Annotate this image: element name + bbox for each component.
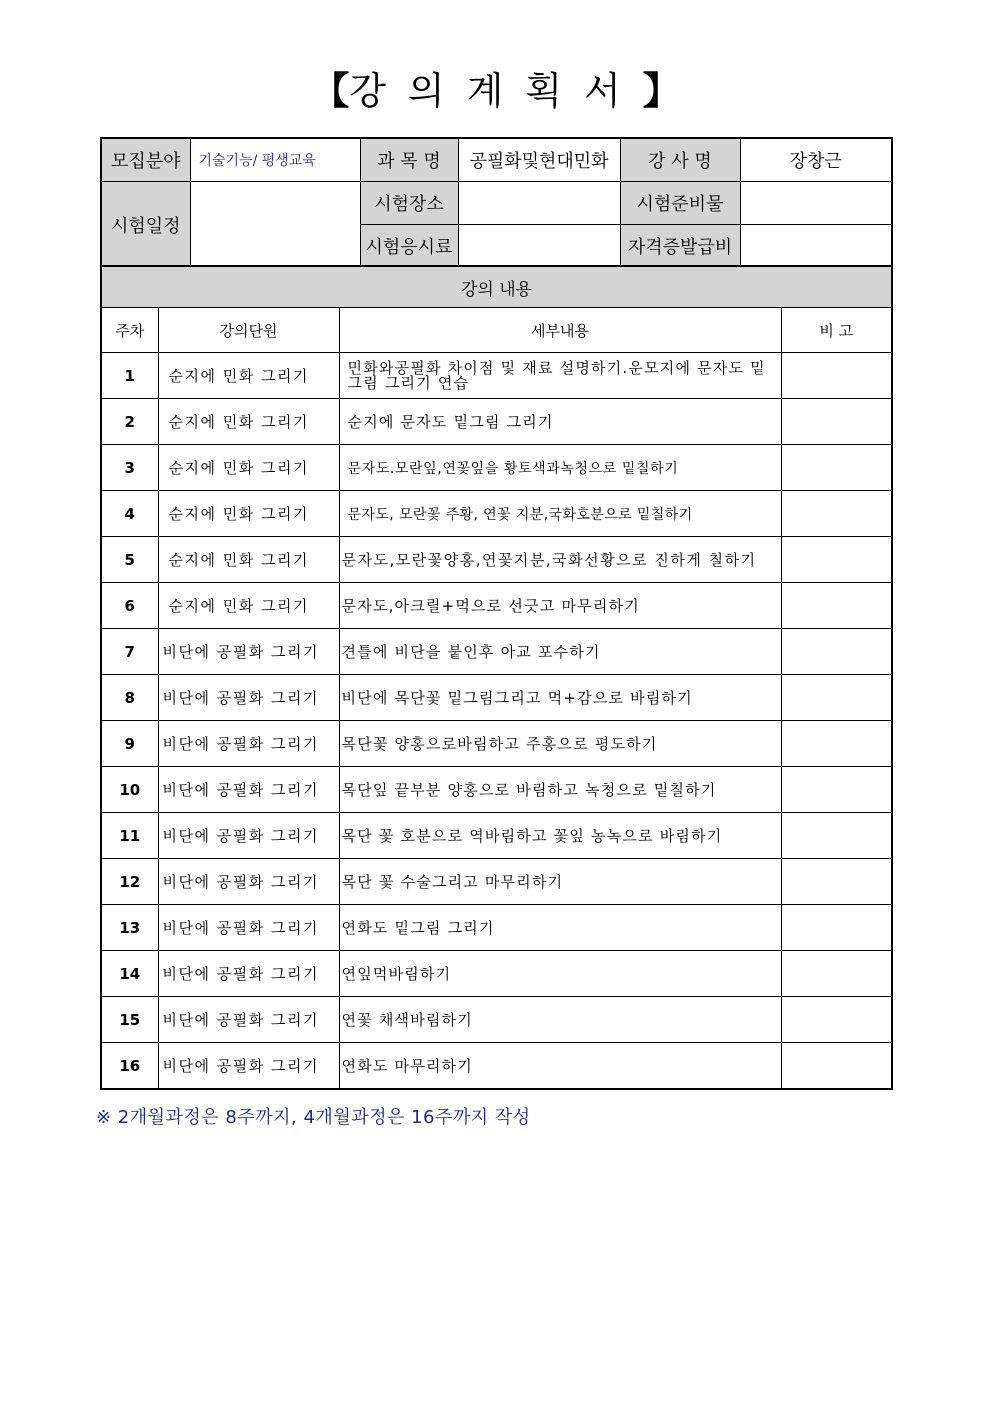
cert-fee-value[interactable]: [740, 225, 892, 269]
week-cell: 15: [101, 997, 158, 1043]
table-row: [101, 905, 892, 951]
unit-cell[interactable]: 순지에 민화 그리기: [158, 399, 339, 445]
remark-cell[interactable]: [781, 859, 892, 905]
detail-cell[interactable]: 목단 꽃 호분으로 역바림하고 꽃잎 농녹으로 바림하기: [339, 813, 781, 859]
week-cell: 1: [101, 353, 158, 399]
remark-cell[interactable]: [781, 537, 892, 583]
unit-cell[interactable]: 순지에 민화 그리기: [158, 445, 339, 491]
detail-cell[interactable]: 목단잎 끝부분 양홍으로 바림하고 녹청으로 밑칠하기: [339, 767, 781, 813]
detail-cell[interactable]: 민화와공필화 차이점 및 재료 설명하기.운모지에 문자도 밑그림 그리기 연습: [339, 353, 781, 399]
page-title: [0, 66, 992, 116]
remark-cell[interactable]: [781, 399, 892, 445]
col-week-header: 주차: [101, 308, 158, 353]
unit-cell[interactable]: 비단에 공필화 그리기: [158, 905, 339, 951]
week-cell: 4: [101, 491, 158, 537]
remark-cell[interactable]: [781, 905, 892, 951]
instructor-label: 강 사 명: [620, 138, 740, 182]
detail-cell[interactable]: 연꽃 채색바림하기: [339, 997, 781, 1043]
footnote: ※ 2개월과정은 8주까지, 4개월과정은 16주까지 작성: [96, 1107, 531, 1128]
col-detail-header: 세부내용: [339, 308, 781, 353]
col-remark-header: 비 고: [781, 308, 892, 353]
table-row: [101, 813, 892, 859]
week-cell: 9: [101, 721, 158, 767]
table-row: [101, 629, 892, 675]
detail-cell[interactable]: 문자도,아크릴+먹으로 선긋고 마무리하기: [339, 583, 781, 629]
unit-cell[interactable]: 비단에 공필화 그리기: [158, 767, 339, 813]
exam-place-value[interactable]: [458, 182, 620, 225]
unit-cell[interactable]: 순지에 민화 그리기: [158, 353, 339, 399]
table-row: [101, 675, 892, 721]
week-cell: 13: [101, 905, 158, 951]
exam-place-label: 시험장소: [360, 182, 458, 225]
detail-cell[interactable]: 연화도 마무리하기: [339, 1043, 781, 1090]
detail-cell[interactable]: 문자도,모란꽃양홍,연꽃지분,국화선황으로 진하게 칠하기: [339, 537, 781, 583]
unit-cell[interactable]: 비단에 공필화 그리기: [158, 629, 339, 675]
table-row: [101, 997, 892, 1043]
week-cell: 11: [101, 813, 158, 859]
title-text: 강의계획서: [349, 69, 643, 113]
remark-cell[interactable]: [781, 951, 892, 997]
table-row: [101, 951, 892, 997]
table-row: [101, 721, 892, 767]
detail-cell[interactable]: 연화도 밑그림 그리기: [339, 905, 781, 951]
table-row: [101, 491, 892, 537]
unit-cell[interactable]: 비단에 공필화 그리기: [158, 675, 339, 721]
exam-fee-label: 시험응시료: [360, 225, 458, 269]
title-close-bracket: 】: [642, 69, 681, 113]
week-cell: 7: [101, 629, 158, 675]
week-cell: 16: [101, 1043, 158, 1090]
unit-cell[interactable]: 비단에 공필화 그리기: [158, 951, 339, 997]
week-cell: 8: [101, 675, 158, 721]
title-open-bracket: 【: [311, 69, 350, 113]
week-cell: 3: [101, 445, 158, 491]
week-cell: 5: [101, 537, 158, 583]
exam-fee-value[interactable]: [458, 225, 620, 269]
remark-cell[interactable]: [781, 445, 892, 491]
exam-materials-label: 시험준비물: [620, 182, 740, 225]
lecture-plan-table: [100, 265, 893, 1090]
field-value[interactable]: 기술기능/ 평생교육: [190, 138, 360, 182]
unit-cell[interactable]: 비단에 공필화 그리기: [158, 859, 339, 905]
week-cell: 2: [101, 399, 158, 445]
table-row: [101, 353, 892, 399]
section-title: 강의 내용: [101, 266, 892, 308]
instructor-value[interactable]: 장창근: [740, 138, 892, 182]
remark-cell[interactable]: [781, 629, 892, 675]
course-value[interactable]: 공필화및현대민화: [458, 138, 620, 182]
field-label: 모집분야: [101, 138, 190, 182]
table-row: [101, 859, 892, 905]
remark-cell[interactable]: [781, 353, 892, 399]
table-row: [101, 583, 892, 629]
detail-cell[interactable]: 문자도.모란잎,연꽃잎을 황토색과녹청으로 밑칠하기: [339, 445, 781, 491]
remark-cell[interactable]: [781, 583, 892, 629]
cert-fee-label: 자격증발급비: [620, 225, 740, 269]
remark-cell[interactable]: [781, 813, 892, 859]
unit-cell[interactable]: 비단에 공필화 그리기: [158, 997, 339, 1043]
remark-cell[interactable]: [781, 1043, 892, 1090]
unit-cell[interactable]: 순지에 민화 그리기: [158, 537, 339, 583]
plan-rows: [101, 353, 892, 1090]
remark-cell[interactable]: [781, 721, 892, 767]
remark-cell[interactable]: [781, 767, 892, 813]
week-cell: 6: [101, 583, 158, 629]
week-cell: 12: [101, 859, 158, 905]
remark-cell[interactable]: [781, 491, 892, 537]
table-row: [101, 537, 892, 583]
unit-cell[interactable]: 비단에 공필화 그리기: [158, 1043, 339, 1090]
unit-cell[interactable]: 순지에 민화 그리기: [158, 583, 339, 629]
exam-materials-value[interactable]: [740, 182, 892, 225]
table-row: [101, 1043, 892, 1090]
col-unit-header: 강의단원: [158, 308, 339, 353]
detail-cell[interactable]: 견틀에 비단을 붙인후 아교 포수하기: [339, 629, 781, 675]
week-cell: 14: [101, 951, 158, 997]
detail-cell[interactable]: 목단 꽃 수술그리고 마무리하기: [339, 859, 781, 905]
exam-schedule-value[interactable]: [190, 182, 360, 269]
remark-cell[interactable]: [781, 997, 892, 1043]
remark-cell[interactable]: [781, 675, 892, 721]
course-info-table: [100, 137, 893, 269]
detail-cell[interactable]: 목단꽃 양홍으로바림하고 주홍으로 평도하기: [339, 721, 781, 767]
unit-cell[interactable]: 비단에 공필화 그리기: [158, 721, 339, 767]
course-label: 과 목 명: [360, 138, 458, 182]
table-row: [101, 445, 892, 491]
unit-cell[interactable]: 순지에 민화 그리기: [158, 491, 339, 537]
week-cell: 10: [101, 767, 158, 813]
table-row: [101, 399, 892, 445]
detail-cell[interactable]: 순지에 문자도 밑그림 그리기: [339, 399, 781, 445]
unit-cell[interactable]: 비단에 공필화 그리기: [158, 813, 339, 859]
detail-cell[interactable]: 비단에 목단꽃 밑그림그리고 먹+감으로 바림하기: [339, 675, 781, 721]
detail-cell[interactable]: 문자도, 모란꽃 주황, 연꽃 지분,국화호분으로 밑칠하기: [339, 491, 781, 537]
table-row: [101, 767, 892, 813]
detail-cell[interactable]: 연잎먹바림하기: [339, 951, 781, 997]
exam-schedule-label: 시험일정: [101, 182, 190, 269]
